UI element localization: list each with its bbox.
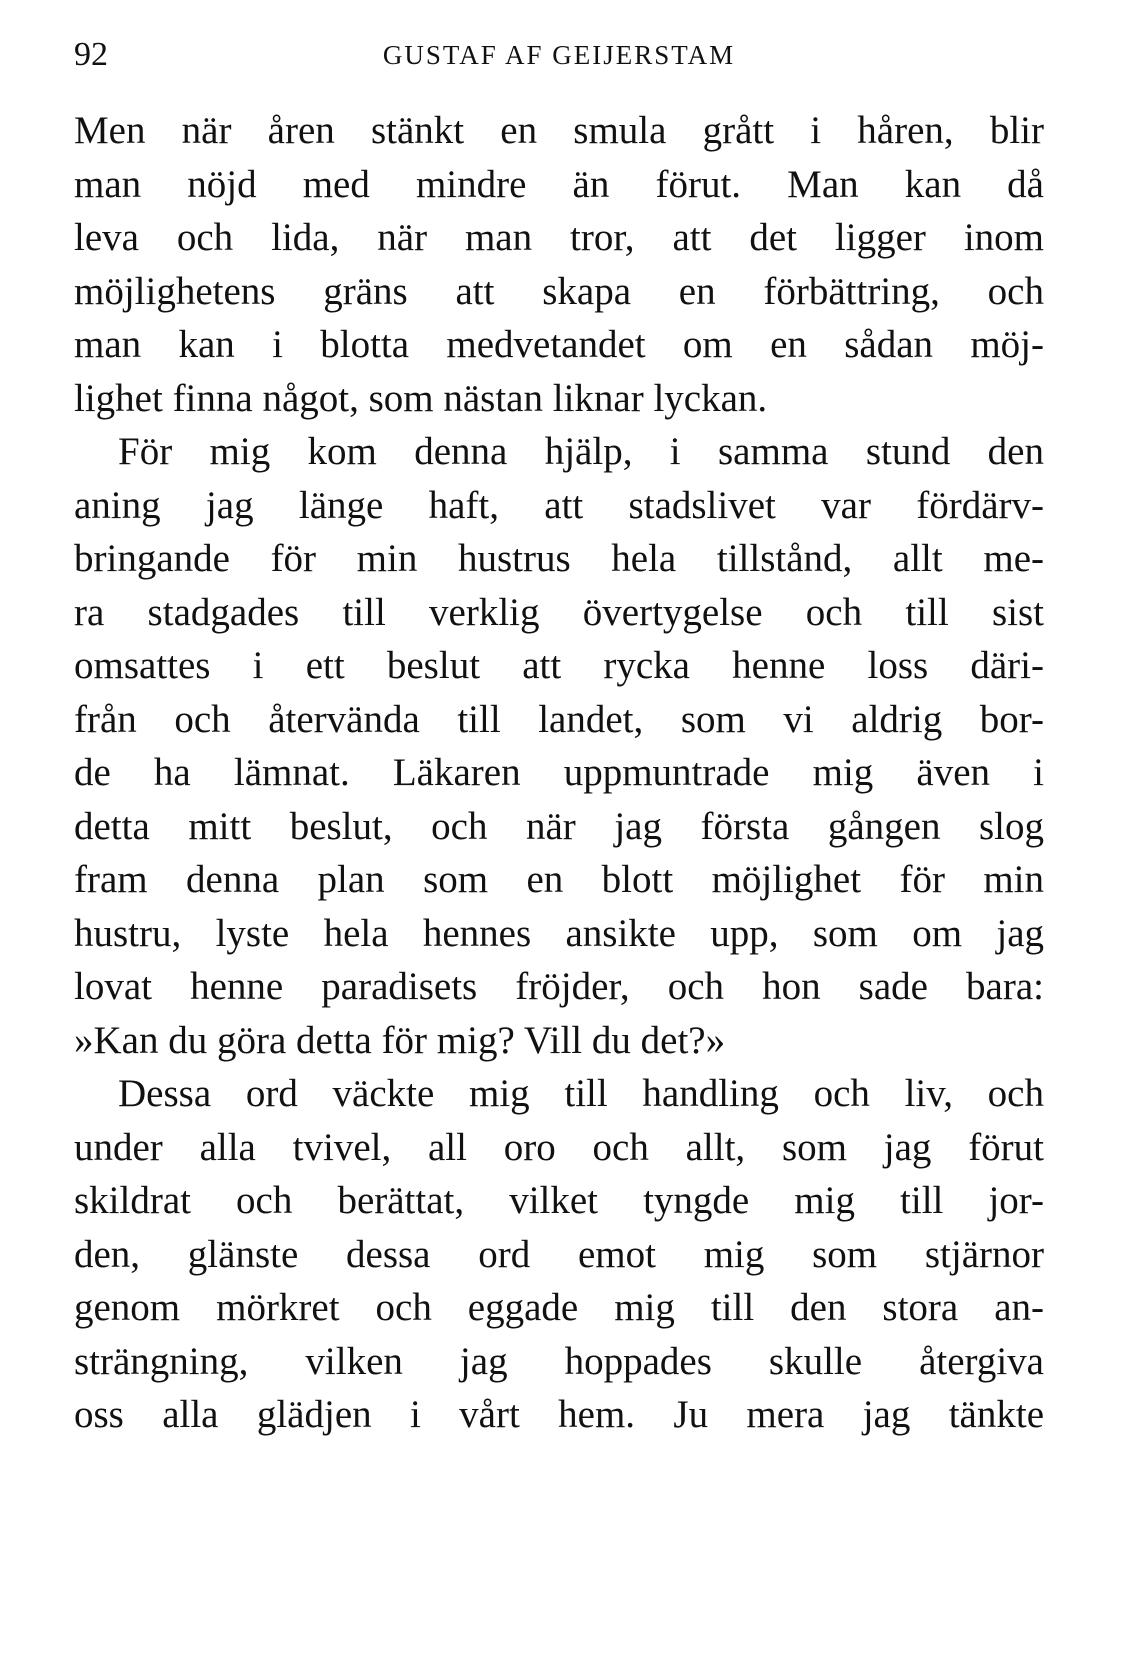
- running-title: GUSTAF AF GEIJERSTAM: [382, 40, 736, 70]
- text-line: genom mörkret och eggade mig till den stora an-: [74, 1286, 1044, 1329]
- paragraph-3: [74, 1067, 1044, 1442]
- body-text: [74, 104, 1044, 1442]
- text-line: aning jag länge haft, att stadslivet var fördärv-: [74, 483, 1044, 527]
- text-line: omsattes i ett beslut att rycka henne loss däri-: [74, 644, 1044, 687]
- text-line: den, glänste dessa ord emot mig som stjärnor: [74, 1232, 1044, 1276]
- paragraph-1: [74, 104, 1044, 425]
- paragraph-2: [74, 425, 1044, 1067]
- text-line: de ha lämnat. Läkaren uppmuntrade mig även i: [74, 751, 1044, 794]
- text-line: oss alla glädjen i vårt hem. Ju mera jag tänkte: [74, 1393, 1044, 1436]
- text-line: lovat henne paradisets fröjder, och hon sade bara:: [74, 965, 1044, 1008]
- text-line: under alla tvivel, all oro och allt, som jag förut: [74, 1125, 1044, 1169]
- text-line: leva och lida, när man tror, att det ligger inom: [74, 216, 1044, 259]
- text-line: ra stadgades till verklig övertygelse och till sist: [74, 590, 1044, 634]
- text-line: fram denna plan som en blott möjlighet för min: [74, 858, 1044, 901]
- text-line: strängning, vilken jag hoppades skulle återgiva: [74, 1339, 1044, 1383]
- running-head: [74, 30, 1044, 80]
- text-line: man nöjd med mindre än förut. Man kan då: [74, 162, 1044, 206]
- text-line: detta mitt beslut, och när jag första gången slog: [74, 804, 1044, 848]
- text-line: bringande för min hustrus hela tillstånd, allt me-: [74, 537, 1044, 580]
- text-line: från och återvända till landet, som vi aldrig bor-: [74, 697, 1044, 741]
- page-number: 92: [74, 36, 108, 73]
- text-line: skildrat och berättat, vilket tyngde mig till jor-: [74, 1179, 1044, 1222]
- text-line: Men när åren stänkt en smula grått i håren, blir: [74, 109, 1044, 152]
- text-line: hustru, lyste hela hennes ansikte upp, som om jag: [74, 911, 1044, 955]
- text-line: man kan i blotta medvetandet om en sådan möj-: [74, 323, 1044, 366]
- text-line: För mig kom denna hjälp, i samma stund den: [118, 430, 1044, 473]
- text-line: »Kan du göra detta för mig? Vill du det?»: [74, 1018, 726, 1062]
- text-line: möjlighetens gräns att skapa en förbättring, och: [74, 269, 1044, 313]
- text-line: lighet finna något, som nästan liknar lyckan.: [74, 376, 768, 420]
- text-line: Dessa ord väckte mig till handling och liv, och: [118, 1072, 1044, 1115]
